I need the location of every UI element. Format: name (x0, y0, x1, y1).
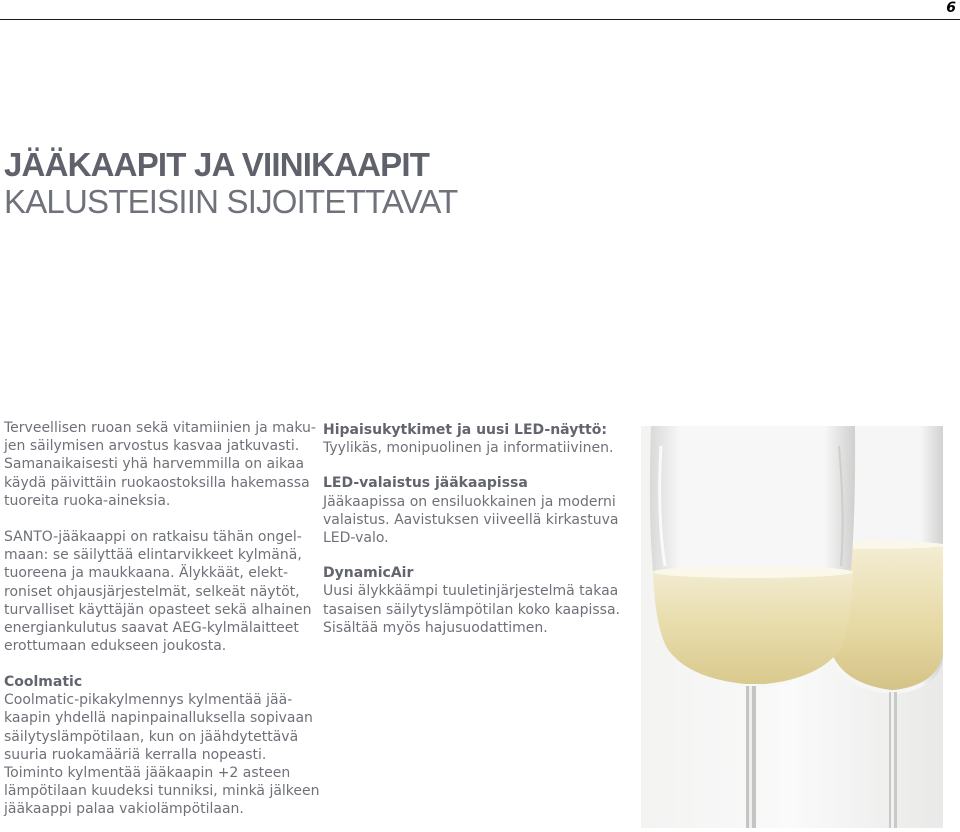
feature-line: Uusi älykkäämpi tuuletinjärjestelmä takaa (323, 583, 619, 600)
coolmatic-line: lämpötilaan kuudeksi tunniksi, minkä jälkeen (4, 783, 320, 800)
coolmatic-line: suuria ruokamääriä kerralla nopeasti. (4, 746, 267, 763)
feature-heading: LED-valaistus jääkaapissa (323, 475, 528, 492)
intro-line: tuoreita ruoka-aineksia. (4, 492, 171, 509)
intro-line: jen säilymisen arvostus kasvaa jatkuvasti. (4, 438, 300, 455)
wine-glasses-photo (641, 426, 943, 828)
page-title-line-1: JÄÄKAAPIT JA VIINIKAAPIT (4, 146, 430, 183)
coolmatic-line: säilytyslämpötilaan, kun on jäähdytettävä (4, 728, 299, 745)
coolmatic-line: Coolmatic-pikakylmennys kylmentää jää- (4, 692, 293, 709)
coolmatic-heading: Coolmatic (4, 674, 83, 690)
feature-line: Jääkaapissa on ensiluokkainen ja moderni (323, 493, 616, 510)
santo-line: tuoreena ja maukkaana. Älykkäät, elekt- (4, 565, 289, 582)
feature-block (323, 564, 620, 637)
page-number: 6 (946, 0, 956, 16)
santo-line: turvalliset käyttäjän opasteet sekä alhainen (4, 601, 312, 618)
feature-heading: Hipaisukytkimet ja uusi LED-näyttö: (323, 422, 607, 438)
feature-block (323, 421, 620, 457)
intro-text-column (4, 419, 316, 655)
feature-line: tasaisen säilytyslämpötilan koko kaapissa. (323, 601, 621, 618)
santo-line: maan: se säilyttää elintarvikkeet kylmänä, (4, 547, 302, 564)
coolmatic-line: kaapin yhdellä napinpainalluksella sopivaan (4, 710, 313, 727)
santo-line: erottumaan edukseen joukosta. (4, 638, 227, 655)
feature-heading: DynamicAir (323, 565, 414, 582)
intro-line: Samanaikaisesti yhä harvemmilla on aikaa (4, 456, 305, 473)
feature-block (323, 474, 620, 547)
coolmatic-line: jääkaappi palaa vakiolämpötilaan. (4, 801, 244, 818)
page-title (4, 146, 458, 220)
page-title-line-2: KALUSTEISIIN SIJOITETTAVAT (4, 183, 458, 220)
features-column (323, 421, 620, 654)
intro-line: käydä päivittäin ruokaostoksilla hakemassa (4, 474, 310, 491)
santo-line: SANTO-jääkaappi on ratkaisu tähän ongel- (4, 529, 302, 546)
feature-line: valaistus. Aavistuksen viiveellä kirkastuva (323, 511, 619, 528)
coolmatic-line: Toiminto kylmentää jääkaapin +2 asteen (4, 765, 291, 782)
intro-line: Terveellisen ruoan sekä vitamiinien ja maku- (4, 420, 316, 436)
santo-line: energiankulutus saavat AEG-kylmälaitteet (4, 620, 299, 637)
coolmatic-section (4, 673, 320, 819)
header-rule (0, 19, 960, 20)
santo-line: roniset ohjausjärjestelmät, selkeät näytöt, (4, 583, 300, 600)
feature-line: LED-valo. (323, 530, 389, 547)
feature-line: Sisältää myös hajusuodattimen. (323, 619, 548, 636)
feature-line: Tyylikäs, monipuolinen ja informatiivinen. (323, 440, 614, 457)
